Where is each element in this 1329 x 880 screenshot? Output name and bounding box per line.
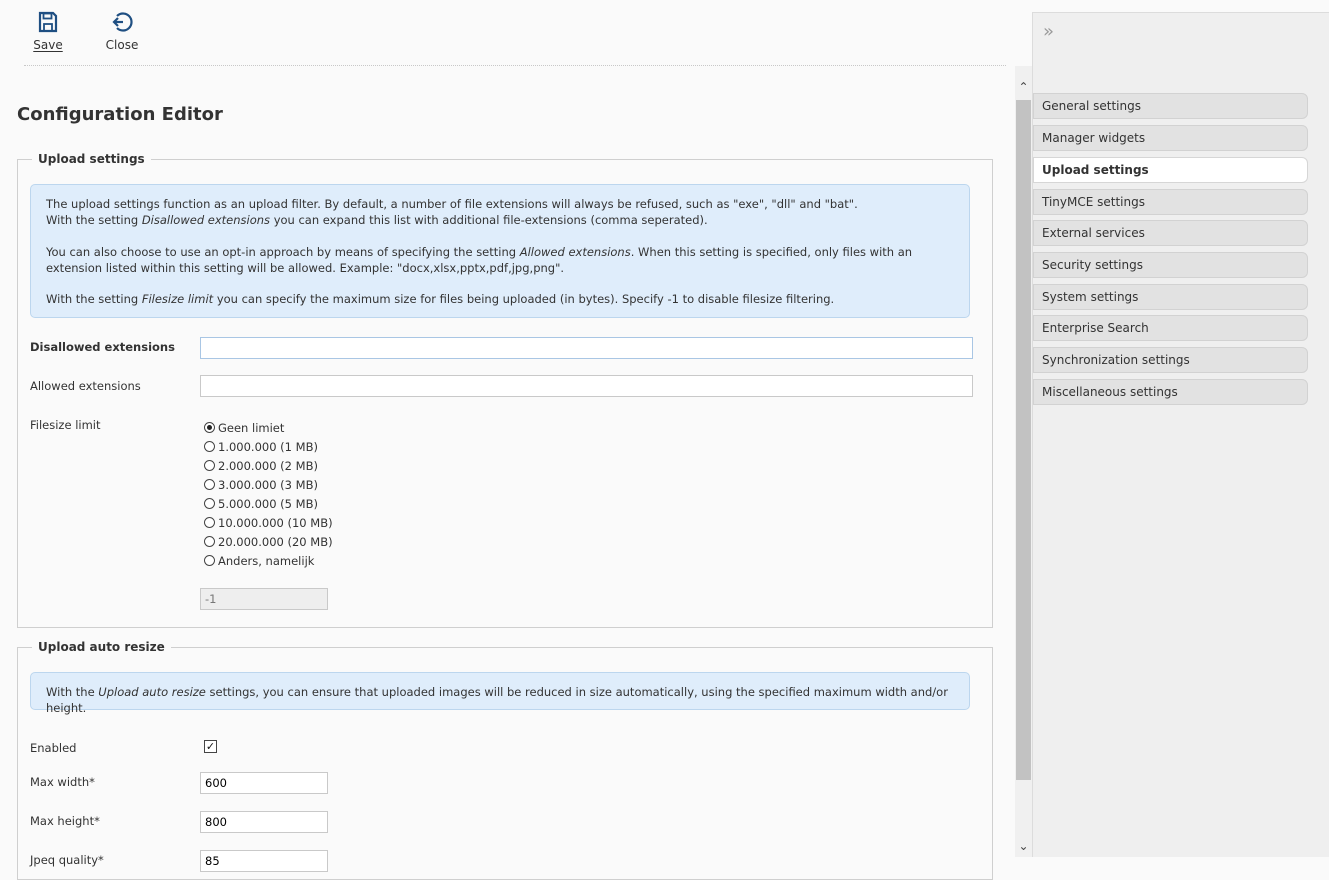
scroll-up-icon[interactable]: ⌃ [1018,80,1029,94]
scroll-down-icon[interactable]: ⌄ [1018,839,1029,853]
sidebar-item-general-settings[interactable]: General settings [1033,93,1308,119]
close-button[interactable] [92,10,152,52]
info-line-4 [46,291,954,307]
auto-resize-info-line [46,684,954,716]
sidebar-item-manager-widgets[interactable]: Manager widgets [1033,125,1308,151]
sidebar-item-enterprise-search[interactable]: Enterprise Search [1033,315,1308,341]
filesize-radio-group [204,418,333,570]
radio-button[interactable] [204,555,215,566]
filesize-option[interactable] [204,494,333,513]
sidebar-item-upload-settings[interactable]: Upload settings [1033,157,1308,183]
radio-button[interactable] [204,517,215,528]
info-line-3 [46,244,954,276]
radio-selected-dot [207,425,212,430]
info-text-3a: You can also choose to use an opt-in approach by means of specifying the setting [46,245,520,259]
save-label: Save [33,38,63,52]
filesize-option-label: Anders, namelijk [218,553,315,568]
radio-button[interactable] [204,460,215,471]
filesize-option-label: 10.000.000 (10 MB) [218,515,333,530]
filesize-option-label: Geen limiet [218,420,285,435]
collapse-panel-icon[interactable]: » [1043,21,1055,42]
disallowed-extensions-input[interactable] [200,337,973,359]
jpeg-quality-label: Jpeq quality* [30,853,104,867]
upload-auto-resize-section [17,640,993,880]
radio-button[interactable] [204,479,215,490]
info-text-1: The upload settings function as an upload filter. By default, a number of file extensions will always be refused, such as "exe", "dll" and "bat". [46,197,858,211]
filesize-option-label: 2.000.000 (2 MB) [218,458,318,473]
page-title: Configuration Editor [17,104,223,125]
filesize-option[interactable] [204,532,333,551]
filesize-option-label: 3.000.000 (3 MB) [218,477,318,492]
info-line-1 [46,196,954,212]
sidebar-item-synchronization-settings[interactable]: Synchronization settings [1033,347,1308,373]
info-text-2b: Disallowed extensions [141,213,271,227]
close-label: Close [105,38,139,52]
radio-button[interactable] [204,422,215,433]
filesize-option[interactable] [204,456,333,475]
sidebar-item-miscellaneous-settings[interactable]: Miscellaneous settings [1033,379,1308,405]
sidebar-item-external-services[interactable]: External services [1033,220,1308,246]
max-width-label: Max width* [30,775,95,789]
upload-settings-section [17,152,993,628]
filesize-option-label: 5.000.000 (5 MB) [218,496,318,511]
filesize-custom-input[interactable] [200,588,328,610]
main-scrollbar[interactable] [1015,66,1032,857]
auto-resize-info-a: With the [46,685,99,699]
save-button[interactable] [18,10,78,52]
filesize-option[interactable] [204,437,333,456]
info-text-3b: Allowed extensions [519,245,631,259]
info-text-4c: you can specify the maximum size for files being uploaded (in bytes). Specify -1 to disable filesize filtering. [213,292,835,306]
radio-button[interactable] [204,498,215,509]
enabled-label: Enabled [30,741,77,755]
max-height-label: Max height* [30,814,100,828]
allowed-extensions-input[interactable] [200,375,973,397]
disallowed-extensions-label: Disallowed extensions [30,340,175,354]
sidebar-item-tinymce-settings[interactable]: TinyMCE settings [1033,189,1308,215]
sidebar-item-security-settings[interactable]: Security settings [1033,252,1308,278]
settings-sidebar [1032,12,1329,857]
info-text-2c: you can expand this list with additional file-extensions (comma seperated). [270,213,708,227]
max-width-input[interactable] [200,772,328,794]
main-content [0,66,1012,867]
info-text-4b: Filesize limit [141,292,214,306]
allowed-extensions-label: Allowed extensions [30,379,141,393]
upload-auto-resize-legend: Upload auto resize [38,640,165,654]
auto-resize-info-b: Upload auto resize [98,685,206,699]
auto-resize-info-c: settings, you can ensure that uploaded images will be reduced in size automatically, using the specified maximum width and/or height. [46,685,948,715]
max-height-input[interactable] [200,811,328,833]
upload-settings-legend: Upload settings [38,152,145,166]
close-icon [111,10,133,34]
info-text-3c: . When this setting is specified, only files with an extension listed within this setting will be allowed. Example: "docx,xlsx,pptx,pdf,jpg,png". [46,245,913,275]
radio-button[interactable] [204,536,215,547]
filesize-option[interactable] [204,418,333,437]
enabled-checkbox[interactable]: ✓ [205,740,216,753]
upload-settings-info [30,184,970,318]
info-line-2 [46,212,954,228]
info-text-2a: With the setting [46,213,142,227]
auto-resize-info [30,672,970,715]
scroll-thumb[interactable] [1016,100,1031,780]
filesize-option-label: 20.000.000 (20 MB) [218,534,333,549]
filesize-option-label: 1.000.000 (1 MB) [218,439,318,454]
sidebar-item-system-settings[interactable]: System settings [1033,284,1308,310]
radio-button[interactable] [204,441,215,452]
filesize-option[interactable] [204,551,333,570]
filesize-option[interactable] [204,513,333,532]
toolbar [0,0,1010,66]
save-icon [37,10,59,34]
jpeg-quality-input[interactable] [200,850,328,872]
filesize-option[interactable] [204,475,333,494]
info-text-4a: With the setting [46,292,142,306]
filesize-limit-label: Filesize limit [30,418,101,432]
